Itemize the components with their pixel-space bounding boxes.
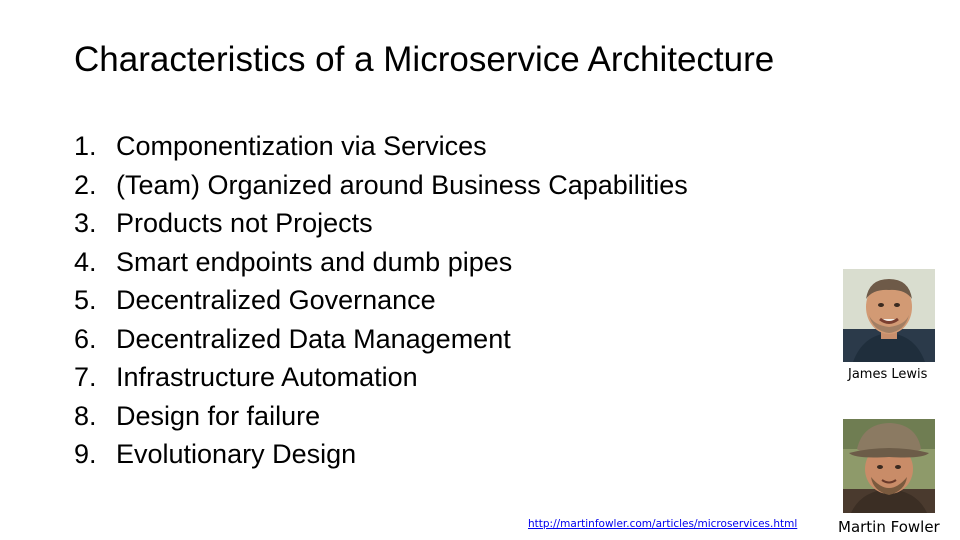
portrait-icon	[843, 419, 935, 513]
list-item-number: 8.	[74, 400, 97, 431]
list-item-text: Infrastructure Automation	[116, 362, 418, 392]
portrait-icon	[843, 269, 935, 362]
list-item	[74, 166, 688, 205]
list-item	[74, 358, 688, 397]
list-item	[74, 397, 688, 436]
martin-fowler-photo	[843, 419, 935, 513]
list-item-text: Decentralized Governance	[116, 285, 436, 315]
list-item	[74, 435, 688, 474]
james-lewis-caption: James Lewis	[848, 367, 928, 382]
list-item-number: 9.	[74, 439, 97, 469]
list-item-number: 2.	[74, 169, 97, 200]
list-item-text: (Team) Organized around Business Capabilities	[116, 169, 688, 200]
list-item	[74, 320, 688, 359]
list-item-text: Smart endpoints and dumb pipes	[116, 246, 513, 277]
list-item	[74, 281, 688, 320]
list-item-number: 3.	[74, 208, 97, 238]
list-item	[74, 243, 688, 282]
list-item-text: Componentization via Services	[116, 131, 487, 161]
list-item	[74, 127, 688, 166]
slide-title: Characteristics of a Microservice Architecture	[74, 40, 775, 79]
martin-fowler-caption: Martin Fowler	[838, 518, 940, 536]
list-item	[74, 204, 688, 243]
list-item-text: Design for failure	[116, 400, 321, 431]
list-item-number: 4.	[74, 246, 97, 277]
list-item-number: 6.	[74, 323, 97, 354]
characteristics-list	[74, 127, 688, 474]
source-link[interactable]: http://martinfowler.com/articles/microservices.html	[528, 518, 798, 530]
list-item-number: 5.	[74, 285, 97, 315]
list-item-text: Products not Projects	[116, 208, 373, 238]
james-lewis-photo	[843, 269, 935, 362]
list-item-number: 1.	[74, 131, 97, 161]
list-item-text: Decentralized Data Management	[116, 323, 511, 354]
list-item-number: 7.	[74, 362, 97, 392]
list-item-text: Evolutionary Design	[116, 439, 357, 469]
